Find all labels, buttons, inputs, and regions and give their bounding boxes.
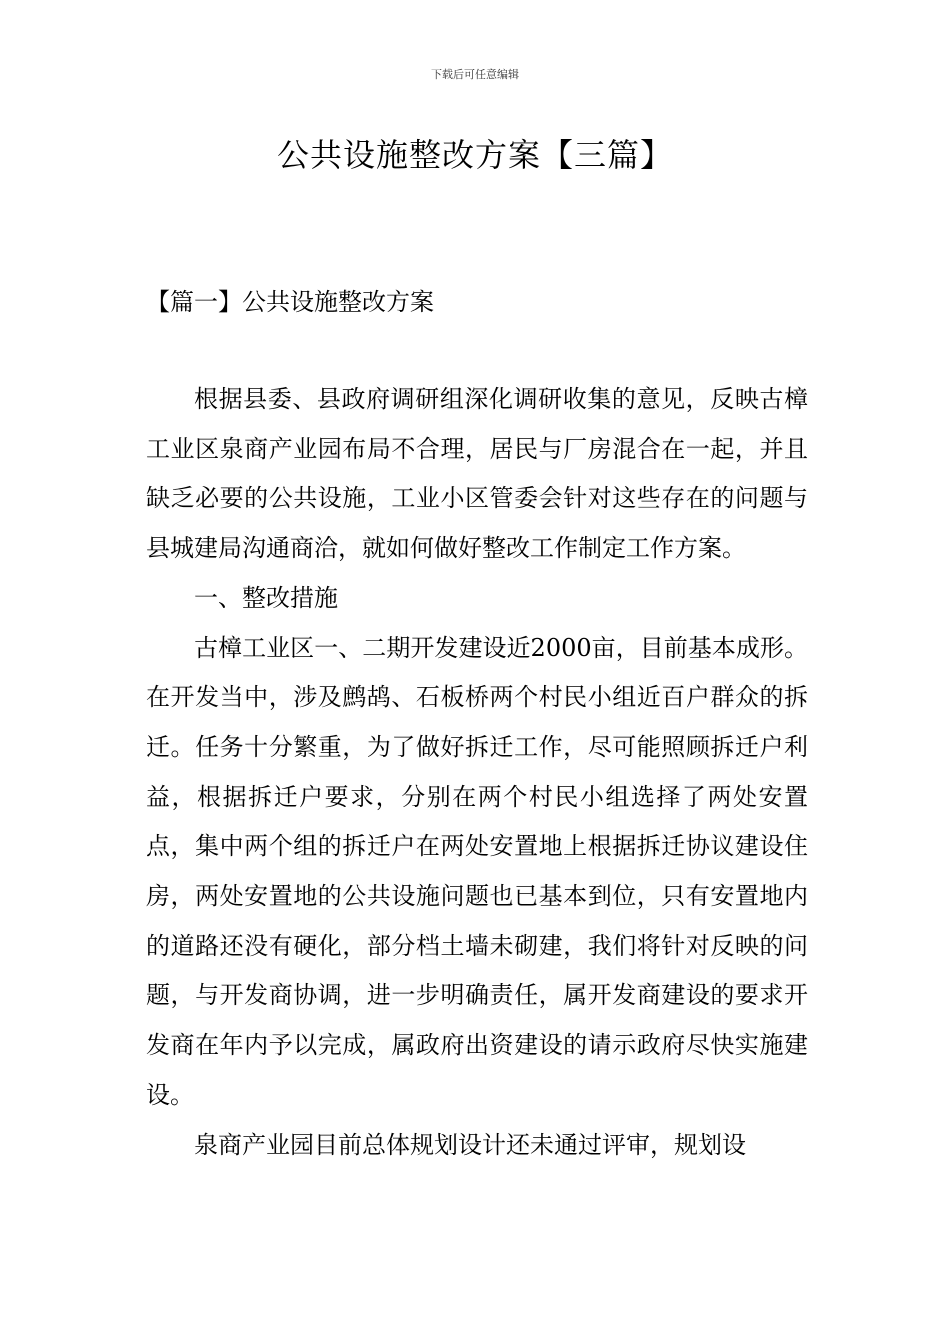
paragraph: 泉商产业园目前总体规划设计还未通过评审，规划设 [194,1130,746,1159]
paragraph: 一、整改措施 [194,583,338,612]
section-heading: 【篇一】公共设施整改方案 [146,288,434,316]
header-note: 下载后可任意编辑 [431,68,519,81]
paragraph: 根据县委、县政府调研组深化调研收集的意见，反映古樟工业区泉商产业园布局不合理，居民与厂房混合在一起，并且缺乏必要的公共设施，工业小区管委会针对这些存在的问题与县城建局沟通商洽，就如何做好整改工作制定工作方案。 [146,385,808,563]
document-title: 公共设施整改方案【三篇】 [276,136,673,174]
paragraph: 古樟工业区一、二期开发建设近2000亩，目前基本成形。在开发当中，涉及鹧鸪、石板桥两个村民小组近百户群众的拆迁。任务十分繁重，为了做好拆迁工作，尽可能照顾拆迁户利益，根据拆迁户要求，分别在两个村民小组选择了两处安置点，集中两个组的拆迁户在两处安置地上根据拆迁协议建设住房，两处安置地的公共设施问题也已基本到位，只有安置地内的道路还没有硬化，部分档土墙未砌建，我们将针对反映的问题，与开发商协调，进一步明确责任，属开发商建设的要求开发商在年内予以完成，属政府出资建设的请示政府尽快实施建设。 [146,633,808,1109]
body-text [146,375,808,1170]
